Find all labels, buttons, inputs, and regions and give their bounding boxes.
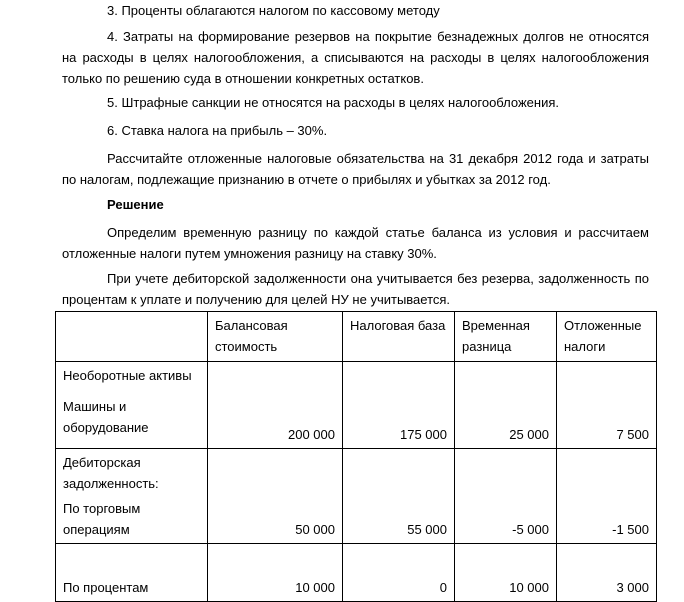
tax-base-cell: 175 000	[343, 362, 455, 449]
paragraph-solution-2: При учете дебиторской задолженности она учитывается без резерва, задолженность по процентам к уплате и получению для целей НУ не учитывается.	[62, 271, 649, 307]
paragraph-condition-3: 3. Проценты облагаются налогом по кассовому методу	[107, 3, 440, 18]
book-value-cell: 200 000	[208, 362, 343, 449]
solution-heading: Решение	[107, 197, 164, 212]
row-label-cell	[56, 449, 208, 544]
header-cell-empty	[56, 312, 208, 362]
tax-base-cell: 0	[343, 544, 455, 602]
header-cell-deferred-tax: Отложенные налоги	[557, 312, 657, 362]
table-row	[56, 544, 657, 602]
paragraph-task: Рассчитайте отложенные налоговые обязательства на 31 декабря 2012 года и затраты по налогам, подлежащие признанию в отчете о прибылях и убытках за 2012 год.	[62, 151, 649, 187]
temporary-difference-cell: 10 000	[455, 544, 557, 602]
book-value-cell: 10 000	[208, 544, 343, 602]
paragraph-condition-5: 5. Штрафные санкции не относятся на расходы в целях налогообложения.	[107, 95, 560, 110]
item-label-machinery: Машины и оборудование	[63, 399, 149, 435]
deferred-tax-cell: 7 500	[557, 362, 657, 449]
table-row	[56, 362, 657, 449]
header-cell-temporary-difference: Временная разница	[455, 312, 557, 362]
header-cell-book-value: Балансовая стоимость	[208, 312, 343, 362]
deferred-tax-cell: 3 000	[557, 544, 657, 602]
item-label-interest: По процентам	[56, 544, 208, 602]
header-cell-tax-base: Налоговая база	[343, 312, 455, 362]
temporary-difference-cell: 25 000	[455, 362, 557, 449]
table-row	[56, 449, 657, 544]
temporary-difference-cell: -5 000	[455, 449, 557, 544]
row-label-cell	[56, 362, 208, 449]
book-value-cell: 50 000	[208, 449, 343, 544]
group-label-noncurrent-assets: Необоротные активы	[63, 368, 192, 383]
table-header-row	[56, 312, 657, 362]
deferred-tax-table	[55, 311, 657, 602]
paragraph-condition-4: 4. Затраты на формирование резервов на покрытие безнадежных долгов не относятся на расходы в целях налогообложения, а списываются на расходы в целях налогообложения только по решению суда в отношении конкретных остатков.	[62, 29, 649, 86]
paragraph-solution-1: Определим временную разницу по каждой статье баланса из условия и рассчитаем отложенные налоги путем умножения разницу на ставку 30%.	[62, 225, 649, 261]
tax-base-cell: 55 000	[343, 449, 455, 544]
item-label-trade-operations: По торговым операциям	[63, 501, 141, 537]
paragraph-condition-6: 6. Ставка налога на прибыль – 30%.	[107, 123, 328, 138]
group-label-receivables: Дебиторская задолженность:	[63, 455, 159, 491]
deferred-tax-cell: -1 500	[557, 449, 657, 544]
